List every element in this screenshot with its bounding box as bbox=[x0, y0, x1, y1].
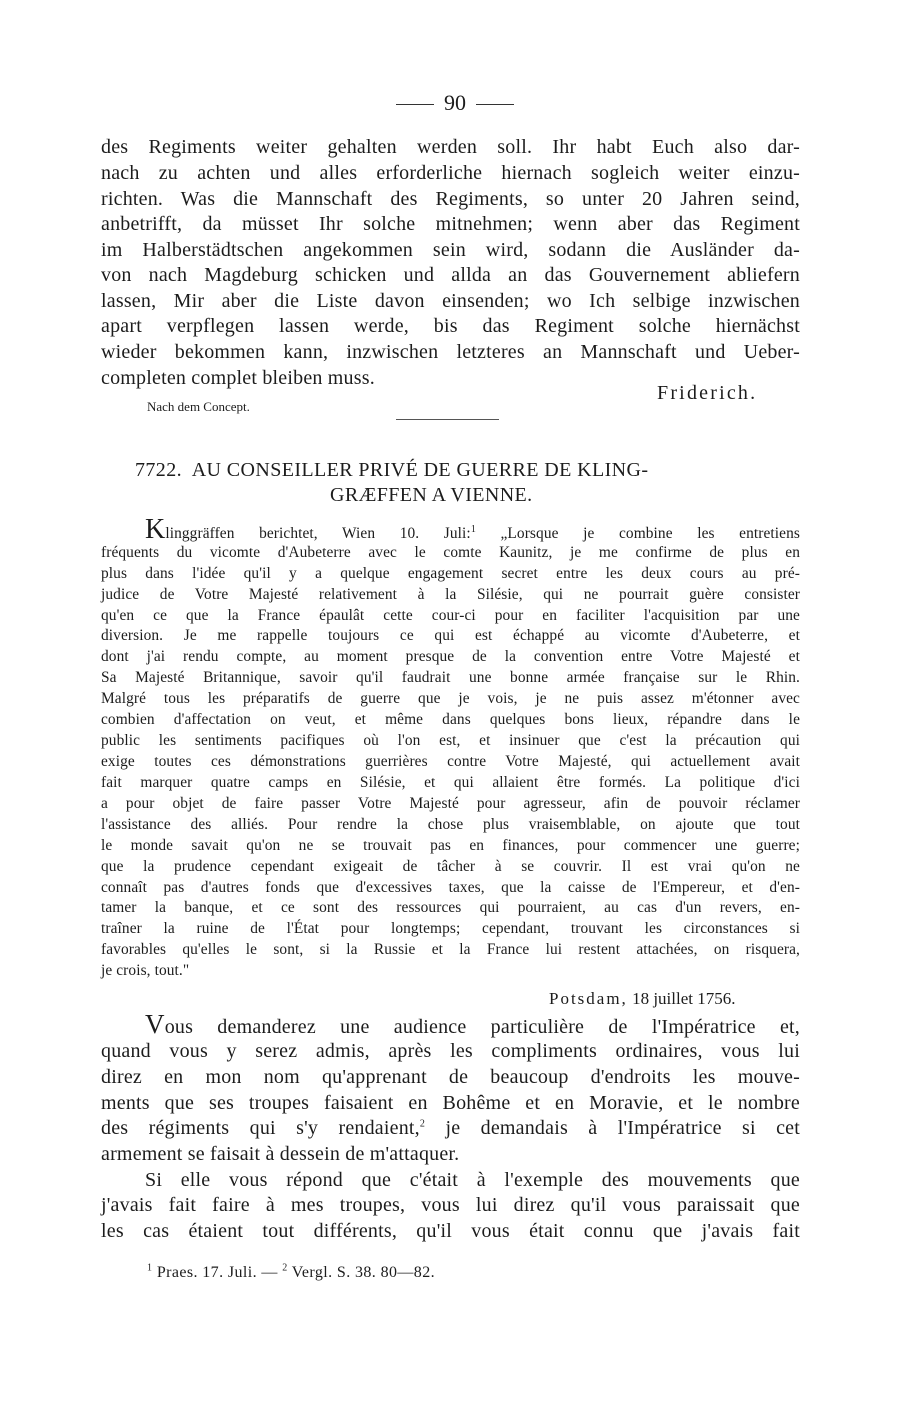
report-line: l'assistance des alliés. Pour rendre la chose plus vraisemblable, on ajoute que tout bbox=[101, 816, 800, 833]
folio-dash-right bbox=[476, 104, 514, 105]
letter-line: Si elle vous répond que c'était à l'exemple des mouvements que bbox=[145, 1169, 800, 1191]
report-line: le monde savait qu'on ne se trouvait pas en finances, pour commencer une guerre; bbox=[101, 837, 800, 854]
heading-line-2: GRÆFFEN A VIENNE. bbox=[330, 484, 533, 506]
heading-title-1: AU CONSEILLER PRIVÉ DE GUERRE DE KLING- bbox=[191, 459, 649, 481]
folio-dash-left bbox=[396, 104, 434, 105]
footnote-ref-1: 1 bbox=[470, 523, 476, 535]
text-line: nach zu achten und alles erforderliche hiernach sogleich weiter einzu- bbox=[101, 162, 800, 184]
report-line: diversion. Je me rappelle toujours ce qui est échappé au vicomte d'Aubeterre, et bbox=[101, 627, 800, 644]
text-line: apart verpflegen lassen werde, bis das Regiment solche hiernächst bbox=[101, 315, 800, 337]
letter-line: les cas étaient tout différents, qu'il vous était connu que j'avais fait bbox=[101, 1220, 800, 1242]
report-line: favorables qu'elles le sont, si la Russie et la France lui restent attachées, on risquera, bbox=[101, 941, 800, 958]
letter-initial: V bbox=[145, 1009, 165, 1039]
report-first-rest: linggräffen berichtet, Wien 10. Juli: bbox=[165, 525, 471, 542]
report-line: fait marquer quatre camps en Silésie, et qui allaient être formés. La politique d'ici bbox=[101, 774, 800, 791]
report-first-line bbox=[145, 514, 800, 545]
text-line: lassen, Mir aber die Liste davon einsenden; wo Ich selbige inzwischen bbox=[101, 290, 800, 312]
footnote-text-2: Vergl. S. 38. 80—82. bbox=[291, 1264, 435, 1281]
report-line-last: je crois, tout." bbox=[101, 962, 190, 979]
letter-line: j'avais fait faire à mes troupes, vous lui direz qu'il vous paraissait que bbox=[101, 1194, 800, 1216]
footnote-ref-2: 2 bbox=[419, 1118, 426, 1130]
letter-line-5a: des régiments qui s'y rendaient, bbox=[101, 1117, 420, 1139]
report-line: fréquents du vicomte d'Aubeterre avec le comte Kaunitz, je me confirme de plus en bbox=[101, 544, 800, 561]
text-line: des Regiments weiter gehalten werden soll. Ihr habt Euch also dar- bbox=[101, 136, 800, 158]
report-line: exige toutes ces démonstrations guerrières contre Votre Majesté, qui actuellement avait bbox=[101, 753, 800, 770]
text-line: im Halberstädtschen angekommen sein wird, sodann die Ausländer da- bbox=[101, 239, 800, 261]
report-line: tamer la banque, et ce sont des ressources qui pourraient, au cas d'un revers, en- bbox=[101, 899, 800, 916]
report-line: dont j'ai rendu compte, au moment presque de la convention entre Votre Majesté et bbox=[101, 648, 800, 665]
text-line: wieder bekommen kann, inzwischen letzteres an Mannschaft und Ueber- bbox=[101, 341, 800, 363]
document-number: 7722. bbox=[135, 459, 182, 481]
report-initial: K bbox=[145, 514, 166, 545]
footnote-text-1: Praes. 17. Juli. — bbox=[156, 1264, 278, 1281]
text-line: richten. Was die Mannschaft des Regiments, so unter 20 Jahren seind, bbox=[101, 188, 800, 210]
report-line: connaît pas d'autres fonds que d'excessives taxes, que la caisse de l'Empereur, et d'en- bbox=[101, 879, 800, 896]
footnote-marker-1: 1 bbox=[147, 1262, 153, 1274]
letter-line: direz en mon nom qu'apprenant de beaucoup d'endroits les mouve- bbox=[101, 1066, 800, 1088]
report-line: plus dans l'idée qu'il y a quelque engagement secret entre les deux cours au pré- bbox=[101, 565, 800, 582]
footnotes bbox=[147, 1264, 435, 1282]
report-line: public les sentiments pacifiques où l'on est, et insinuer que c'est la précaution qui bbox=[101, 732, 800, 749]
text-line: completen complet bleiben muss. bbox=[101, 367, 375, 389]
text-line: anbetrifft, da müsset Ihr solche mitnehmen; wenn aber das Regiment bbox=[101, 213, 800, 235]
report-first-quote: „Lorsque je combine les entretiens bbox=[500, 525, 800, 542]
report-line: combien d'affectation on veut, et même dans quelques bons lieux, répandre dans le bbox=[101, 711, 800, 728]
page-number bbox=[380, 90, 530, 116]
letter-line: ments que ses troupes faisaient en Bohême et en Moravie, et le nombre bbox=[101, 1092, 800, 1114]
report-line: traîner la ruine de l'État pour longtemps; cependant, trouvant les circonstances si bbox=[101, 920, 800, 937]
text-line: von nach Magdeburg schicken und allda an das Gouvernement abliefern bbox=[101, 264, 800, 286]
signature: Friderich. bbox=[657, 382, 758, 404]
dateline-date: 18 juillet 1756. bbox=[632, 989, 736, 1008]
letter-line-last: armement se faisait à dessein de m'attaquer. bbox=[101, 1143, 460, 1165]
dateline bbox=[549, 989, 735, 1009]
report-line: judice de Votre Majesté relativement à la Silésie, qui ne pourrait guère consister bbox=[101, 586, 800, 603]
page-number-text: 90 bbox=[444, 90, 466, 115]
letter-line-5b: je demandais à l'Impératrice si cet bbox=[445, 1117, 800, 1139]
letter-line: quand vous y serez admis, après les compliments ordinaires, vous lui bbox=[101, 1040, 800, 1062]
letter-line bbox=[101, 1117, 800, 1140]
dateline-place: Potsdam, bbox=[549, 989, 628, 1008]
report-line: Malgré tous les préparatifs de guerre que je vois, je ne puis assez m'étonner avec bbox=[101, 690, 800, 707]
report-line: Sa Majesté Britannique, savoir qu'il faudrait une bonne armée française sur le Rhin. bbox=[101, 669, 800, 686]
section-divider bbox=[396, 419, 499, 420]
report-line: a pour objet de faire passer Votre Majesté pour agresseur, afin de pouvoir réclamer bbox=[101, 795, 800, 812]
source-note: Nach dem Concept. bbox=[147, 399, 250, 414]
letter-first-rest: ous demanderez une audience particulière de l'Impératrice et, bbox=[164, 1016, 800, 1038]
letter-line bbox=[145, 1009, 800, 1039]
report-line: que la prudence cependant exigeait de tâcher à se couvrir. Il est vrai qu'on ne bbox=[101, 858, 800, 875]
footnote-marker-2: 2 bbox=[282, 1262, 288, 1274]
report-line: qu'en ce que la France épaulât cette cour-ci pour en faciliter l'acquisition par une bbox=[101, 607, 800, 624]
heading-line-1 bbox=[135, 459, 648, 482]
